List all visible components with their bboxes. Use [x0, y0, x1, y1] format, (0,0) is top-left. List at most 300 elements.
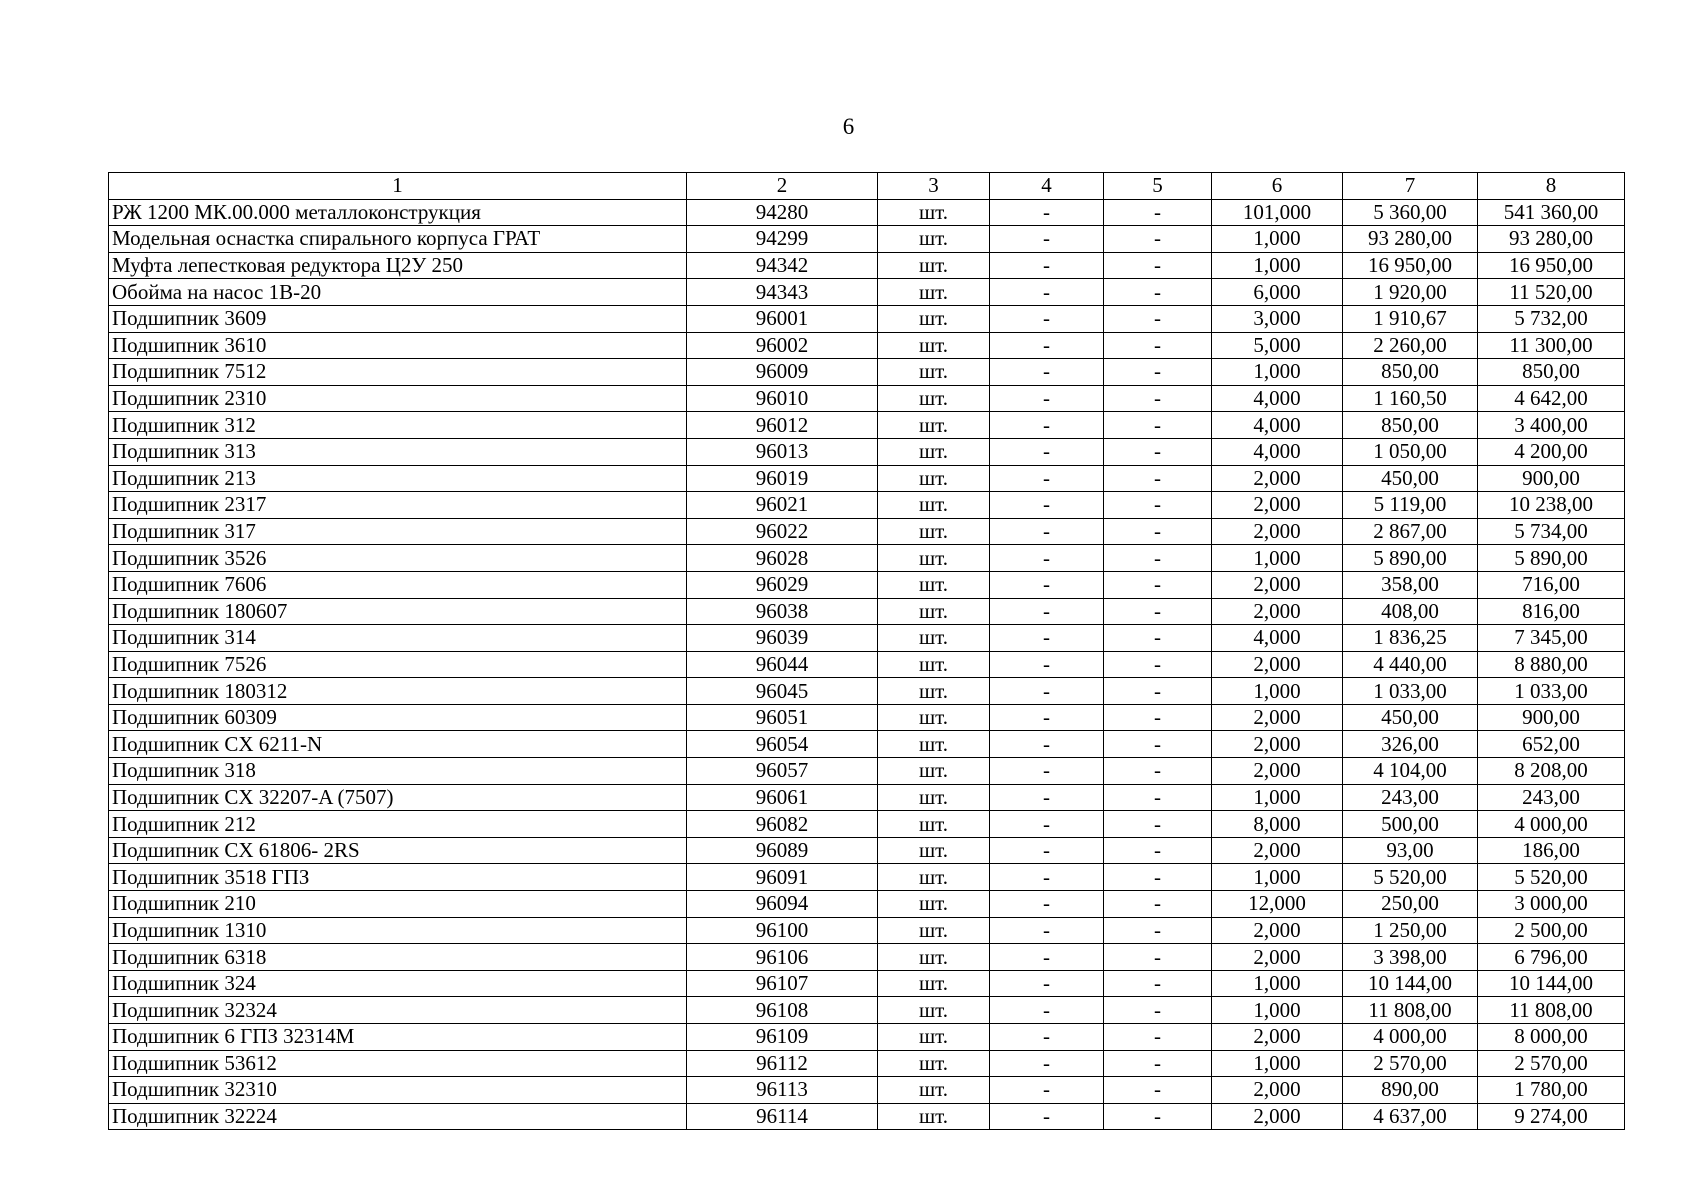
cell-price: 1 920,00 — [1343, 279, 1478, 306]
cell-total: 2 500,00 — [1478, 917, 1625, 944]
table-header — [109, 173, 1625, 200]
cell-col5: - — [1104, 279, 1212, 306]
cell-price: 16 950,00 — [1343, 252, 1478, 279]
cell-name: Подшипник 3610 — [109, 332, 687, 359]
table-row — [109, 1050, 1625, 1077]
column-header-unit: 3 — [878, 173, 990, 200]
cell-col4: - — [990, 598, 1104, 625]
cell-price: 5 119,00 — [1343, 492, 1478, 519]
cell-col5: - — [1104, 1024, 1212, 1051]
cell-col4: - — [990, 864, 1104, 891]
inventory-table — [108, 172, 1625, 1130]
cell-quantity: 4,000 — [1212, 385, 1343, 412]
cell-name: Подшипник 317 — [109, 518, 687, 545]
cell-name: Подшипник 212 — [109, 811, 687, 838]
table-row — [109, 678, 1625, 705]
cell-price: 2 867,00 — [1343, 518, 1478, 545]
cell-total: 850,00 — [1478, 359, 1625, 386]
cell-quantity: 3,000 — [1212, 305, 1343, 332]
cell-total: 1 780,00 — [1478, 1077, 1625, 1104]
cell-col4: - — [990, 385, 1104, 412]
cell-code: 96029 — [687, 571, 878, 598]
cell-total: 2 570,00 — [1478, 1050, 1625, 1077]
cell-quantity: 2,000 — [1212, 944, 1343, 971]
cell-unit: шт. — [878, 704, 990, 731]
cell-quantity: 1,000 — [1212, 997, 1343, 1024]
cell-name: Подшипник 53612 — [109, 1050, 687, 1077]
table-row — [109, 997, 1625, 1024]
cell-unit: шт. — [878, 997, 990, 1024]
cell-col5: - — [1104, 891, 1212, 918]
cell-unit: шт. — [878, 1050, 990, 1077]
cell-unit: шт. — [878, 465, 990, 492]
cell-unit: шт. — [878, 784, 990, 811]
cell-name: Подшипник 3518 ГПЗ — [109, 864, 687, 891]
cell-total: 243,00 — [1478, 784, 1625, 811]
cell-price: 4 440,00 — [1343, 651, 1478, 678]
cell-col5: - — [1104, 385, 1212, 412]
cell-unit: шт. — [878, 199, 990, 226]
cell-quantity: 2,000 — [1212, 571, 1343, 598]
cell-name: Подшипник CX 6211-N — [109, 731, 687, 758]
cell-total: 10 238,00 — [1478, 492, 1625, 519]
cell-quantity: 5,000 — [1212, 332, 1343, 359]
cell-price: 5 520,00 — [1343, 864, 1478, 891]
cell-unit: шт. — [878, 252, 990, 279]
cell-code: 94343 — [687, 279, 878, 306]
cell-price: 326,00 — [1343, 731, 1478, 758]
column-header-price: 7 — [1343, 173, 1478, 200]
column-header-col5: 5 — [1104, 173, 1212, 200]
cell-name: Подшипник 213 — [109, 465, 687, 492]
cell-code: 96012 — [687, 412, 878, 439]
cell-col5: - — [1104, 305, 1212, 332]
table-row — [109, 279, 1625, 306]
cell-name: Подшипник 180312 — [109, 678, 687, 705]
table-row — [109, 598, 1625, 625]
cell-unit: шт. — [878, 598, 990, 625]
cell-price: 243,00 — [1343, 784, 1478, 811]
cell-price: 450,00 — [1343, 704, 1478, 731]
cell-quantity: 4,000 — [1212, 438, 1343, 465]
cell-code: 96107 — [687, 970, 878, 997]
cell-quantity: 6,000 — [1212, 279, 1343, 306]
cell-name: Подшипник 312 — [109, 412, 687, 439]
cell-price: 93 280,00 — [1343, 226, 1478, 253]
cell-col4: - — [990, 944, 1104, 971]
table-row — [109, 864, 1625, 891]
cell-price: 500,00 — [1343, 811, 1478, 838]
cell-col4: - — [990, 545, 1104, 572]
table-row — [109, 492, 1625, 519]
cell-price: 1 033,00 — [1343, 678, 1478, 705]
cell-total: 5 732,00 — [1478, 305, 1625, 332]
cell-code: 96082 — [687, 811, 878, 838]
cell-quantity: 2,000 — [1212, 1103, 1343, 1130]
cell-unit: шт. — [878, 518, 990, 545]
cell-col4: - — [990, 784, 1104, 811]
cell-col4: - — [990, 678, 1104, 705]
cell-col4: - — [990, 651, 1104, 678]
table-body — [109, 199, 1625, 1130]
cell-col4: - — [990, 199, 1104, 226]
cell-name: Подшипник 60309 — [109, 704, 687, 731]
cell-col4: - — [990, 279, 1104, 306]
cell-col5: - — [1104, 758, 1212, 785]
table-row — [109, 359, 1625, 386]
table-row — [109, 305, 1625, 332]
cell-col5: - — [1104, 492, 1212, 519]
cell-code: 96061 — [687, 784, 878, 811]
cell-unit: шт. — [878, 678, 990, 705]
cell-total: 16 950,00 — [1478, 252, 1625, 279]
column-header-code: 2 — [687, 173, 878, 200]
cell-total: 8 000,00 — [1478, 1024, 1625, 1051]
table-row — [109, 412, 1625, 439]
cell-price: 4 637,00 — [1343, 1103, 1478, 1130]
cell-price: 850,00 — [1343, 412, 1478, 439]
cell-quantity: 1,000 — [1212, 359, 1343, 386]
cell-unit: шт. — [878, 305, 990, 332]
table-row — [109, 917, 1625, 944]
table-row — [109, 837, 1625, 864]
cell-price: 3 398,00 — [1343, 944, 1478, 971]
cell-price: 450,00 — [1343, 465, 1478, 492]
cell-quantity: 1,000 — [1212, 784, 1343, 811]
cell-col5: - — [1104, 864, 1212, 891]
cell-price: 1 836,25 — [1343, 625, 1478, 652]
cell-code: 96021 — [687, 492, 878, 519]
cell-code: 94280 — [687, 199, 878, 226]
cell-col5: - — [1104, 1103, 1212, 1130]
cell-col5: - — [1104, 332, 1212, 359]
cell-name: Подшипник 3609 — [109, 305, 687, 332]
cell-total: 11 808,00 — [1478, 997, 1625, 1024]
cell-price: 358,00 — [1343, 571, 1478, 598]
cell-price: 2 570,00 — [1343, 1050, 1478, 1077]
cell-quantity: 2,000 — [1212, 598, 1343, 625]
cell-name: Подшипник CX 32207-A (7507) — [109, 784, 687, 811]
cell-total: 3 400,00 — [1478, 412, 1625, 439]
cell-total: 11 300,00 — [1478, 332, 1625, 359]
cell-quantity: 1,000 — [1212, 252, 1343, 279]
cell-name: Подшипник 1310 — [109, 917, 687, 944]
cell-name: Подшипник 7512 — [109, 359, 687, 386]
cell-code: 96109 — [687, 1024, 878, 1051]
cell-col4: - — [990, 837, 1104, 864]
cell-name: Подшипник 6318 — [109, 944, 687, 971]
cell-total: 1 033,00 — [1478, 678, 1625, 705]
cell-quantity: 1,000 — [1212, 678, 1343, 705]
cell-col4: - — [990, 226, 1104, 253]
cell-name: Подшипник CX 61806- 2RS — [109, 837, 687, 864]
cell-price: 10 144,00 — [1343, 970, 1478, 997]
cell-code: 96106 — [687, 944, 878, 971]
cell-col5: - — [1104, 465, 1212, 492]
cell-name: Муфта лепестковая редуктора Ц2У 250 — [109, 252, 687, 279]
cell-unit: шт. — [878, 837, 990, 864]
cell-price: 5 360,00 — [1343, 199, 1478, 226]
cell-col5: - — [1104, 651, 1212, 678]
cell-unit: шт. — [878, 891, 990, 918]
cell-code: 96010 — [687, 385, 878, 412]
cell-col5: - — [1104, 678, 1212, 705]
cell-quantity: 2,000 — [1212, 518, 1343, 545]
cell-col5: - — [1104, 1050, 1212, 1077]
cell-name: Подшипник 2310 — [109, 385, 687, 412]
cell-unit: шт. — [878, 332, 990, 359]
cell-unit: шт. — [878, 917, 990, 944]
cell-col4: - — [990, 492, 1104, 519]
cell-col5: - — [1104, 811, 1212, 838]
cell-col5: - — [1104, 199, 1212, 226]
cell-col5: - — [1104, 944, 1212, 971]
cell-col5: - — [1104, 412, 1212, 439]
cell-name: Подшипник 180607 — [109, 598, 687, 625]
cell-code: 96019 — [687, 465, 878, 492]
cell-quantity: 2,000 — [1212, 837, 1343, 864]
cell-code: 96089 — [687, 837, 878, 864]
cell-name: Подшипник 324 — [109, 970, 687, 997]
cell-unit: шт. — [878, 226, 990, 253]
table-row — [109, 944, 1625, 971]
table-row — [109, 465, 1625, 492]
cell-col5: - — [1104, 252, 1212, 279]
cell-code: 96038 — [687, 598, 878, 625]
cell-name: Подшипник 7606 — [109, 571, 687, 598]
cell-unit: шт. — [878, 545, 990, 572]
cell-quantity: 2,000 — [1212, 758, 1343, 785]
cell-total: 93 280,00 — [1478, 226, 1625, 253]
cell-quantity: 2,000 — [1212, 917, 1343, 944]
cell-col4: - — [990, 891, 1104, 918]
cell-col4: - — [990, 625, 1104, 652]
table-row — [109, 518, 1625, 545]
table-row — [109, 784, 1625, 811]
cell-code: 96100 — [687, 917, 878, 944]
table-row — [109, 571, 1625, 598]
cell-col4: - — [990, 571, 1104, 598]
cell-col4: - — [990, 1050, 1104, 1077]
cell-col5: - — [1104, 625, 1212, 652]
column-header-col4: 4 — [990, 173, 1104, 200]
cell-col4: - — [990, 252, 1104, 279]
table-row — [109, 1077, 1625, 1104]
cell-quantity: 101,000 — [1212, 199, 1343, 226]
cell-quantity: 2,000 — [1212, 465, 1343, 492]
cell-quantity: 2,000 — [1212, 1077, 1343, 1104]
cell-total: 652,00 — [1478, 731, 1625, 758]
cell-name: Подшипник 313 — [109, 438, 687, 465]
cell-price: 408,00 — [1343, 598, 1478, 625]
cell-total: 4 200,00 — [1478, 438, 1625, 465]
cell-quantity: 8,000 — [1212, 811, 1343, 838]
table-row — [109, 545, 1625, 572]
cell-unit: шт. — [878, 412, 990, 439]
cell-name: Подшипник 32324 — [109, 997, 687, 1024]
cell-price: 11 808,00 — [1343, 997, 1478, 1024]
cell-col5: - — [1104, 545, 1212, 572]
table-row — [109, 226, 1625, 253]
table-row — [109, 625, 1625, 652]
cell-quantity: 1,000 — [1212, 226, 1343, 253]
cell-code: 96045 — [687, 678, 878, 705]
cell-name: Подшипник 318 — [109, 758, 687, 785]
cell-total: 10 144,00 — [1478, 970, 1625, 997]
cell-unit: шт. — [878, 1103, 990, 1130]
cell-quantity: 2,000 — [1212, 731, 1343, 758]
cell-col5: - — [1104, 917, 1212, 944]
cell-name: Подшипник 6 ГПЗ 32314М — [109, 1024, 687, 1051]
cell-unit: шт. — [878, 758, 990, 785]
cell-col4: - — [990, 970, 1104, 997]
page-number: 6 — [842, 114, 855, 139]
cell-price: 850,00 — [1343, 359, 1478, 386]
cell-code: 96002 — [687, 332, 878, 359]
cell-col5: - — [1104, 1077, 1212, 1104]
cell-name: Модельная оснастка спирального корпуса ГРАТ — [109, 226, 687, 253]
cell-unit: шт. — [878, 1024, 990, 1051]
cell-col5: - — [1104, 598, 1212, 625]
cell-name: Подшипник 210 — [109, 891, 687, 918]
cell-total: 8 208,00 — [1478, 758, 1625, 785]
cell-col5: - — [1104, 784, 1212, 811]
cell-code: 96112 — [687, 1050, 878, 1077]
cell-col4: - — [990, 704, 1104, 731]
cell-col4: - — [990, 1103, 1104, 1130]
cell-total: 6 796,00 — [1478, 944, 1625, 971]
cell-col5: - — [1104, 226, 1212, 253]
cell-price: 93,00 — [1343, 837, 1478, 864]
cell-total: 900,00 — [1478, 465, 1625, 492]
cell-total: 4 642,00 — [1478, 385, 1625, 412]
cell-price: 250,00 — [1343, 891, 1478, 918]
cell-unit: шт. — [878, 438, 990, 465]
cell-unit: шт. — [878, 385, 990, 412]
cell-code: 96039 — [687, 625, 878, 652]
table-row — [109, 731, 1625, 758]
cell-code: 96094 — [687, 891, 878, 918]
cell-price: 4 000,00 — [1343, 1024, 1478, 1051]
cell-col4: - — [990, 359, 1104, 386]
cell-total: 5 520,00 — [1478, 864, 1625, 891]
cell-price: 2 260,00 — [1343, 332, 1478, 359]
cell-unit: шт. — [878, 492, 990, 519]
table-row — [109, 891, 1625, 918]
column-header-total: 8 — [1478, 173, 1625, 200]
table-row — [109, 970, 1625, 997]
cell-col4: - — [990, 518, 1104, 545]
table-row — [109, 199, 1625, 226]
cell-col5: - — [1104, 997, 1212, 1024]
cell-code: 96022 — [687, 518, 878, 545]
cell-name: Подшипник 314 — [109, 625, 687, 652]
cell-code: 94342 — [687, 252, 878, 279]
cell-quantity: 12,000 — [1212, 891, 1343, 918]
cell-col4: - — [990, 731, 1104, 758]
cell-unit: шт. — [878, 811, 990, 838]
cell-quantity: 1,000 — [1212, 1050, 1343, 1077]
cell-code: 96044 — [687, 651, 878, 678]
cell-col5: - — [1104, 731, 1212, 758]
cell-code: 96108 — [687, 997, 878, 1024]
cell-total: 11 520,00 — [1478, 279, 1625, 306]
cell-col4: - — [990, 811, 1104, 838]
column-header-name: 1 — [109, 173, 687, 200]
cell-name: Подшипник 7526 — [109, 651, 687, 678]
cell-quantity: 1,000 — [1212, 970, 1343, 997]
cell-total: 716,00 — [1478, 571, 1625, 598]
cell-col4: - — [990, 412, 1104, 439]
cell-unit: шт. — [878, 944, 990, 971]
cell-quantity: 2,000 — [1212, 492, 1343, 519]
cell-col5: - — [1104, 518, 1212, 545]
cell-code: 96091 — [687, 864, 878, 891]
cell-code: 96051 — [687, 704, 878, 731]
cell-quantity: 1,000 — [1212, 864, 1343, 891]
cell-code: 96013 — [687, 438, 878, 465]
cell-col5: - — [1104, 704, 1212, 731]
cell-total: 9 274,00 — [1478, 1103, 1625, 1130]
cell-col4: - — [990, 1077, 1104, 1104]
table-row — [109, 385, 1625, 412]
cell-name: РЖ 1200 МК.00.000 металлоконструкция — [109, 199, 687, 226]
cell-col5: - — [1104, 359, 1212, 386]
cell-price: 1 050,00 — [1343, 438, 1478, 465]
cell-code: 96057 — [687, 758, 878, 785]
cell-total: 5 734,00 — [1478, 518, 1625, 545]
cell-price: 4 104,00 — [1343, 758, 1478, 785]
cell-code: 96009 — [687, 359, 878, 386]
cell-code: 96114 — [687, 1103, 878, 1130]
table-row — [109, 651, 1625, 678]
cell-code: 96001 — [687, 305, 878, 332]
cell-total: 816,00 — [1478, 598, 1625, 625]
table-row — [109, 758, 1625, 785]
cell-quantity: 4,000 — [1212, 625, 1343, 652]
cell-price: 1 250,00 — [1343, 917, 1478, 944]
cell-total: 4 000,00 — [1478, 811, 1625, 838]
cell-unit: шт. — [878, 970, 990, 997]
cell-unit: шт. — [878, 731, 990, 758]
cell-col5: - — [1104, 571, 1212, 598]
cell-col4: - — [990, 438, 1104, 465]
table-row — [109, 1024, 1625, 1051]
cell-col5: - — [1104, 837, 1212, 864]
cell-total: 186,00 — [1478, 837, 1625, 864]
cell-name: Подшипник 32310 — [109, 1077, 687, 1104]
cell-price: 1 910,67 — [1343, 305, 1478, 332]
cell-name: Обойма на насос 1В-20 — [109, 279, 687, 306]
cell-unit: шт. — [878, 279, 990, 306]
cell-price: 1 160,50 — [1343, 385, 1478, 412]
cell-unit: шт. — [878, 1077, 990, 1104]
cell-code: 96054 — [687, 731, 878, 758]
table-row — [109, 438, 1625, 465]
cell-quantity: 4,000 — [1212, 412, 1343, 439]
cell-unit: шт. — [878, 864, 990, 891]
cell-code: 94299 — [687, 226, 878, 253]
cell-col5: - — [1104, 438, 1212, 465]
cell-quantity: 1,000 — [1212, 545, 1343, 572]
table-row — [109, 811, 1625, 838]
cell-col5: - — [1104, 970, 1212, 997]
cell-unit: шт. — [878, 359, 990, 386]
table-row — [109, 332, 1625, 359]
table-row — [109, 252, 1625, 279]
cell-unit: шт. — [878, 571, 990, 598]
cell-code: 96113 — [687, 1077, 878, 1104]
